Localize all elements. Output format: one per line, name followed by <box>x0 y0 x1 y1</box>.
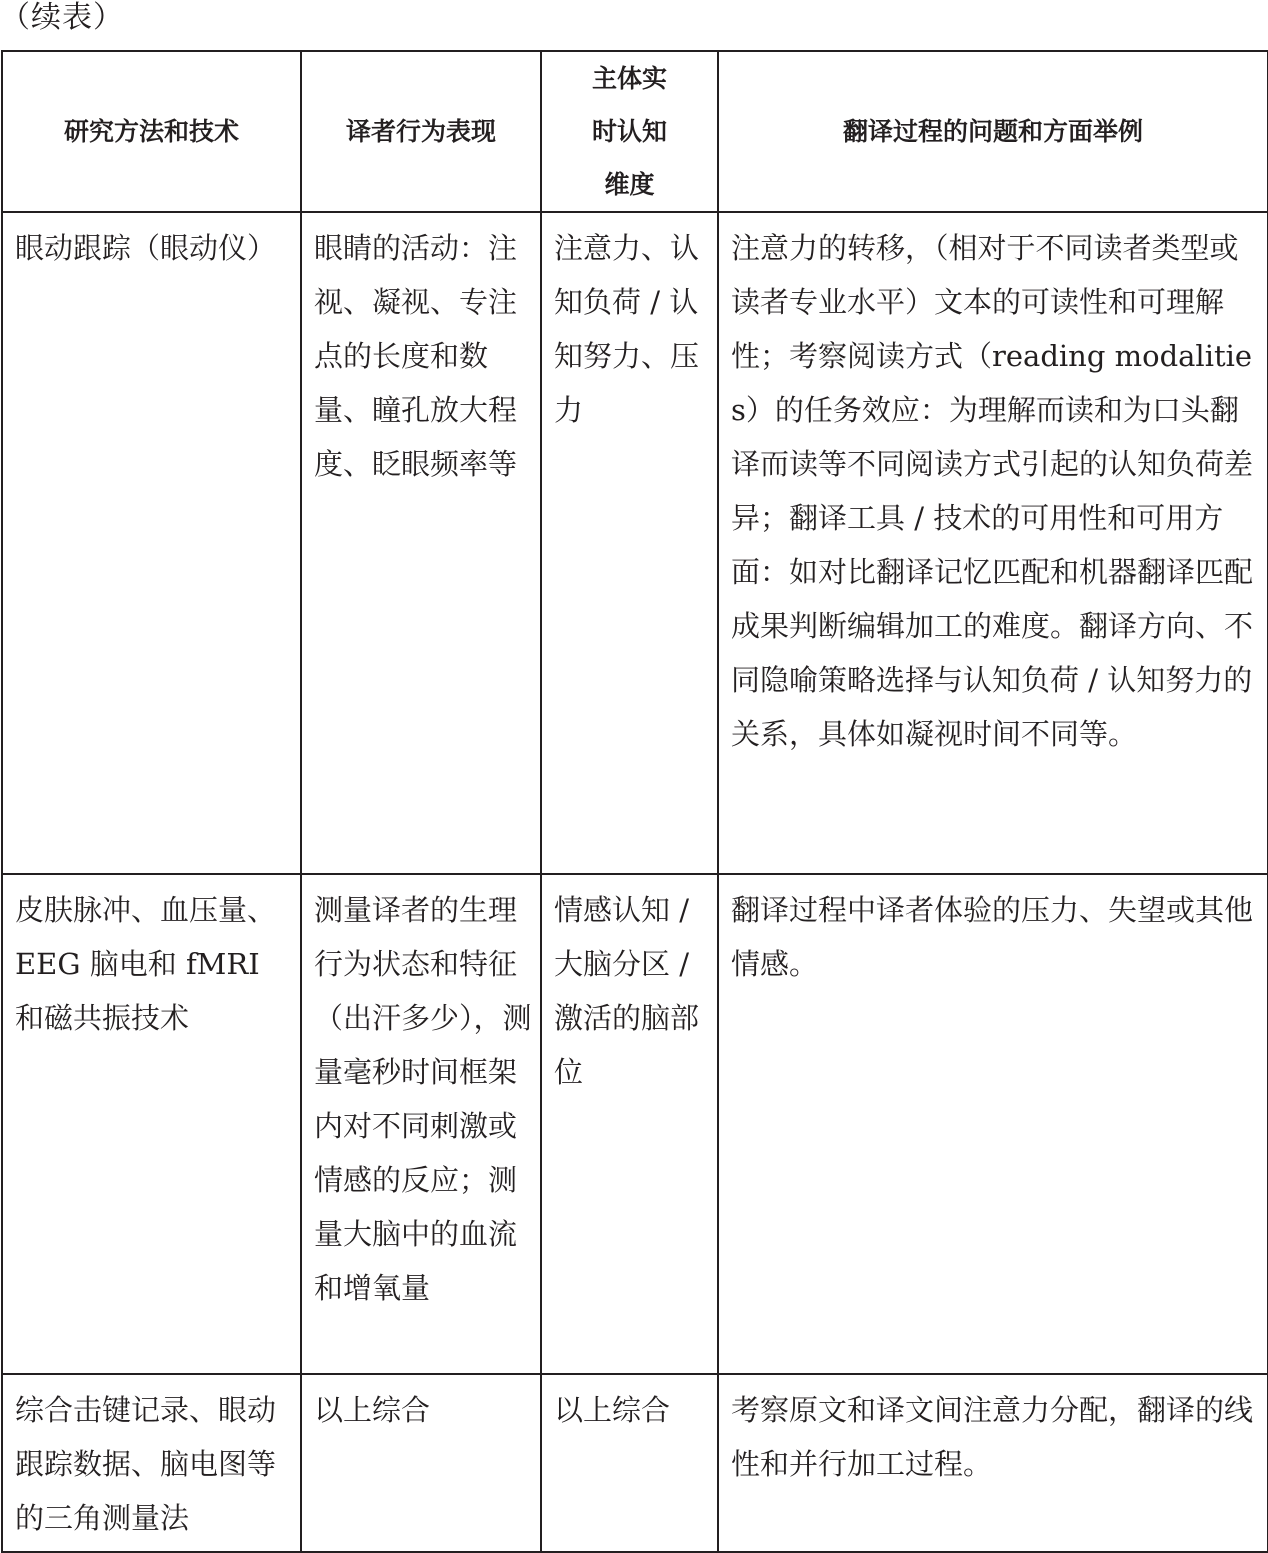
header-behavior: 译者行为表现 <box>301 51 541 212</box>
cell-behavior: 以上综合 <box>301 1374 541 1552</box>
cell-dimension: 注意力、认知负荷 / 认知努力、压力 <box>541 212 718 874</box>
cell-dimension: 以上综合 <box>541 1374 718 1552</box>
cell-method: 眼动跟踪（眼动仪） <box>2 212 301 874</box>
cell-method: 皮肤脉冲、血压量、EEG 脑电和 fMRI 和磁共振技术 <box>2 874 301 1374</box>
table-row <box>2 874 1268 1374</box>
cell-dimension: 情感认知 / 大脑分区 / 激活的脑部位 <box>541 874 718 1374</box>
table-header-row <box>2 51 1268 212</box>
cell-examples: 考察原文和译文间注意力分配，翻译的线性和并行加工过程。 <box>718 1374 1268 1552</box>
header-examples: 翻译过程的问题和方面举例 <box>718 51 1268 212</box>
table-row <box>2 1374 1268 1552</box>
table-caption: （续表） <box>0 0 124 35</box>
cell-examples: 注意力的转移，（相对于不同读者类型或读者专业水平）文本的可读性和可理解性；考察阅读方式（reading modalities）的任务效应：为理解而读和为口头翻译而读等不同阅读方式引起的认知负荷差异；翻译工具 / 技术的可用性和可用方面：如对比翻译记忆匹配和机器翻译匹配成果判断编辑加工的难度。翻译方向、不同隐喻策略选择与认知负荷 / 认知努力的关系，具体如凝视时间不同等。 <box>718 212 1268 874</box>
cell-examples: 翻译过程中译者体验的压力、失望或其他情感。 <box>718 874 1268 1374</box>
cell-behavior: 眼睛的活动：注视、凝视、专注点的长度和数量、瞳孔放大程度、眨眼频率等 <box>301 212 541 874</box>
cell-behavior: 测量译者的生理行为状态和特征（出汗多少），测量毫秒时间框架内对不同刺激或情感的反应；测量大脑中的血流和增氧量 <box>301 874 541 1374</box>
research-methods-table <box>1 50 1268 1553</box>
header-dimension: 主体实时认知维度 <box>541 51 718 212</box>
header-method: 研究方法和技术 <box>2 51 301 212</box>
cell-method: 综合击键记录、眼动跟踪数据、脑电图等的三角测量法 <box>2 1374 301 1552</box>
table-row <box>2 212 1268 874</box>
